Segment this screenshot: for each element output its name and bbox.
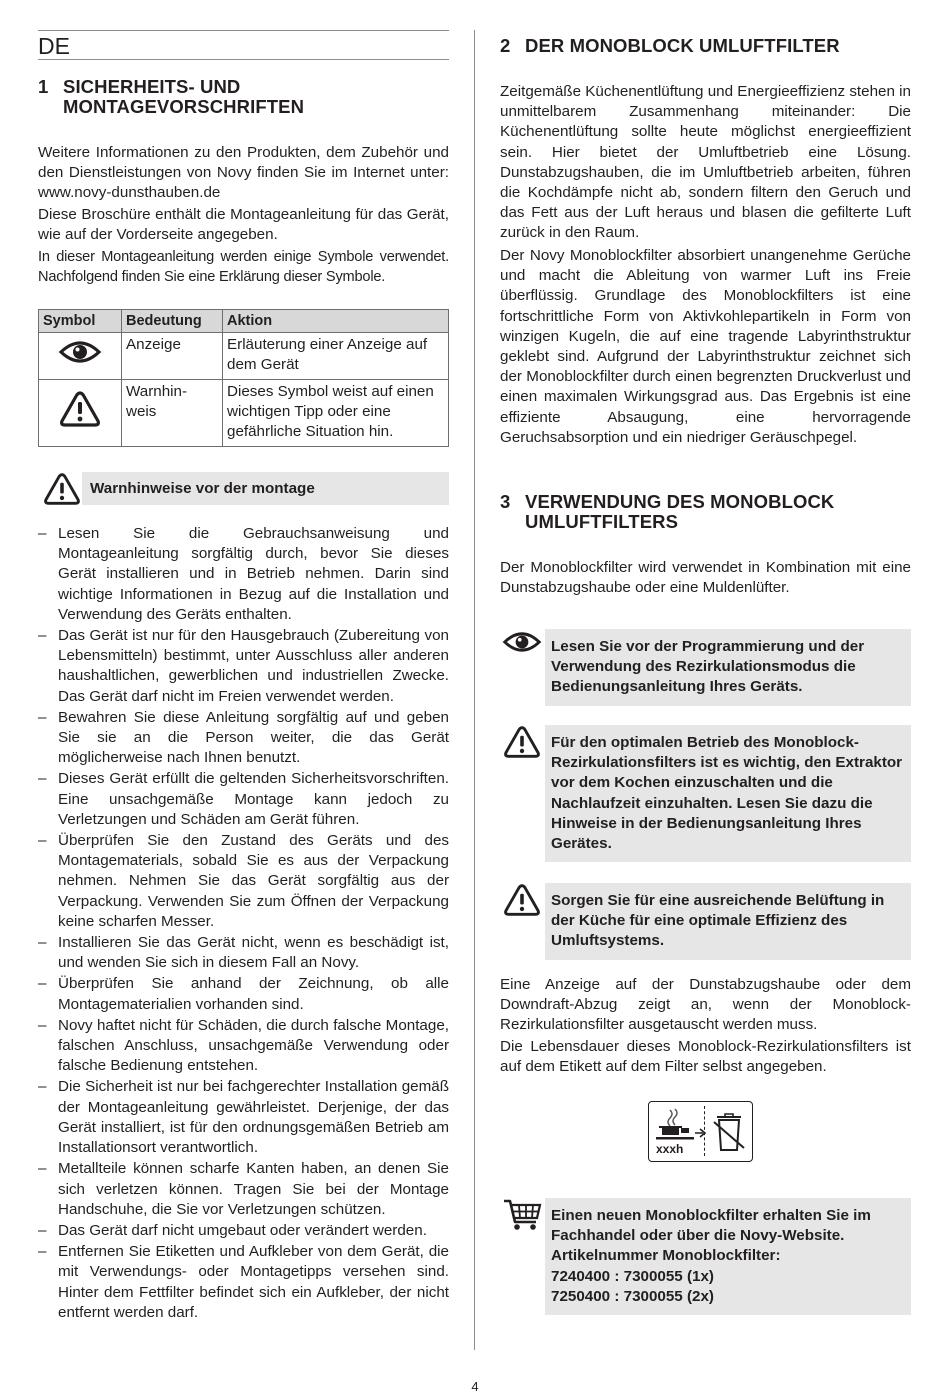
- section3-title-line1: VERWENDUNG DES MONOBLOCK: [525, 491, 835, 512]
- pot-steam-icon: [653, 1106, 697, 1146]
- table-row: [39, 380, 449, 447]
- action-cell: Erläuterung einer Anzeige auf dem Gerät: [223, 333, 449, 380]
- order-line: 7250400 : 7300055 (2x): [551, 1287, 714, 1305]
- note-order-text: [551, 1198, 911, 1315]
- symbol-table: [38, 309, 449, 447]
- meaning-text: Warnhin- weis: [126, 383, 188, 420]
- section1-heading: [38, 77, 304, 117]
- section2-p1: Zeitgemäße Küchenentlüftung und Energieeffizienz stehen in unmittelbarem Zusammenhang miteinander: Die Küchenentlüftung sollte heute möglichst energieeffizient sein. Hier bietet der Umluftbetrieb eine Lösung. Dunstabzugshauben, die im Umluftbetrieb arbeiten, führen die Kochdämpfe nicht ab, sondern filtern den Geruch und das Fett aus der Luft heraus und blasen die gefilterte Luft zurück in den Raum.: [500, 83, 911, 242]
- order-line: 7240400 : 7300055 (1x): [551, 1267, 714, 1285]
- list-item: – Die Sicherheit ist nur bei fachgerechter Installation gemäß der Montageanleitung gewährleistet. Derjenige, der das Gerät installiert, ist für den ordnungsgemäßen Betrieb am Installationsort verantwortlich.: [38, 1077, 449, 1158]
- list-item: – Das Gerät ist nur für den Hausgebrauch (Zubereitung von Lebensmitteln) bestimmt, unter Ausschluss aller anderen haushaltlichen, gewerblichen und industriellen Zwecke. Das Gerät darf nicht im Freien verwendet werden.: [38, 626, 449, 707]
- action-cell: Dieses Symbol weist auf einen wichtigen Tipp oder eine gefährliche Situation hin.: [223, 380, 449, 447]
- note-warning-1: [500, 725, 911, 862]
- safety-rules-list: [38, 524, 449, 1324]
- header-meaning: Bedeutung: [122, 310, 223, 333]
- list-item: – Überprüfen Sie anhand der Zeichnung, ob alle Montagematerialien vorhanden sind.: [38, 974, 449, 1014]
- header-action: Aktion: [223, 310, 449, 333]
- section3-number: 3: [500, 491, 511, 512]
- note-warning-2-text: Sorgen Sie für eine ausreichende Belüftung in der Küche für eine optimale Effizienz des Umluftsystems.: [551, 892, 885, 950]
- section1-intro-p2: Diese Broschüre enthält die Montageanleitung für das Gerät, wie auf der Vorderseite angegeben.: [38, 206, 449, 244]
- order-line: Artikelnummer Monoblockfilter:: [551, 1247, 781, 1265]
- list-item: – Metallteile können scharfe Kanten haben, an denen Sie sich verletzen können. Tragen Sie bei der Montage Handschuhe, die Sie vor Verletzungen schützen.: [38, 1159, 449, 1220]
- section1-number: 1: [38, 76, 49, 97]
- language-code: DE: [38, 33, 70, 59]
- note-warning-1-text: Für den optimalen Betrieb des Monoblock-Rezirkulationsfilters ist es wichtig, den Extraktor vor dem Kochen einzuschalten und die Nachlaufzeit einzuhalten. Lesen Sie dazu die Hinweise in der Bedienungsanleitung Ihres Gerätes.: [551, 734, 903, 853]
- symbol-table-header: [39, 310, 449, 333]
- list-item: – Bewahren Sie diese Anleitung sorgfältig auf und geben Sie sie an die Person weiter, die das Gerät möglicherweise nach Ihnen benutzt.: [38, 708, 449, 769]
- filter-lifetime-label: [648, 1101, 753, 1162]
- section3-heading: [500, 492, 834, 532]
- arrow-icon: [695, 1128, 707, 1138]
- order-line: Einen neuen Monoblockfilter erhalten Sie im Fachhandel oder über die Novy-Website.: [551, 1207, 871, 1245]
- warning-heading-bar: [38, 472, 449, 506]
- list-item: – Novy haftet nicht für Schäden, die durch falsche Montage, falschen Anschluss, unsachgemäße Verwendung oder falsche Bedienung entstehen.: [38, 1016, 449, 1077]
- meaning-cell: Anzeige: [122, 333, 223, 380]
- section3-p1: Der Monoblockfilter wird verwendet in Kombination mit eine Dunstabzugshaube oder eine Muldenlüfter.: [500, 559, 911, 597]
- recycle-bin-icon: [711, 1108, 747, 1154]
- section2-p2: Der Novy Monoblockfilter absorbiert unangenehme Gerüche und macht die Ableitung von warmer Luft ins Freie überflüssig. Grundlage des Monoblockfilters ist eine fortschrittliche Form von Aktivkohlepartikeln in Form von winzigen Kugeln, die auf eine tragende Labyrinthstruktur geklebt sind. Aufgrund der Labyrinthstruktur zeichnet sich der Monoblockfilter durch einen begrenzten Druckverlust und einen maximalen Wirkungsgrad aus. Das Ergebnis ist eine effiziente Absaugung, eine hervorragende Geruchsabsorption und ein niedriger Geräuschpegel.: [500, 247, 911, 446]
- section3-p2: Eine Anzeige auf der Dunstabzugshaube oder dem Downdraft-Abzug zeigt an, wenn der Monoblock-Rezirkulationsfilter ausgetauscht werden muss.: [500, 976, 911, 1034]
- section2-title: DER MONOBLOCK UMLUFTFILTER: [525, 35, 840, 56]
- symbol-cell: [39, 333, 122, 380]
- section3-title-line2: UMLUFTFILTERS: [525, 511, 679, 532]
- list-item: – Lesen Sie die Gebrauchsanweisung und Montageanleitung sorgfältig durch, bevor Sie dieses Gerät installieren und in Betrieb nehmen. Darin sind wichtige Informationen in Bezug auf die Installation und Verwendung des Geräts enthalten.: [38, 524, 449, 625]
- warning-icon: [502, 883, 542, 917]
- label-text: xxxh: [656, 1142, 684, 1156]
- section1-title-line2: MONTAGEVORSCHRIFTEN: [63, 96, 305, 117]
- section2-number: 2: [500, 35, 511, 56]
- header-rule-bottom: [38, 59, 449, 60]
- note-eye: [500, 629, 911, 706]
- page-number: 4: [471, 1379, 479, 1394]
- section1-intro-p1: Weitere Informationen zu den Produkten, dem Zubehör und den Dienstleistungen von Novy finden Sie im Internet unter: www.novy-dunsthauben.de: [38, 144, 449, 202]
- section1-intro-p3: In dieser Montageanleitung werden einige Symbole verwendet. Nachfolgend finden Sie eine Erklärung dieser Symbole.: [38, 249, 449, 286]
- list-item: – Das Gerät darf nicht umgebaut oder verändert werden.: [38, 1221, 449, 1241]
- section3-p3: Die Lebensdauer dieses Monoblock-Rezirkulationsfilters ist auf dem Etikett auf dem Filter selbst angegeben.: [500, 1038, 911, 1076]
- warning-heading-text: Warnhinweise vor der montage: [90, 480, 315, 497]
- list-item: – Installieren Sie das Gerät nicht, wenn es beschädigt ist, und wenden Sie sich in diesem Fall an Novy.: [38, 933, 449, 973]
- table-row: [39, 333, 449, 380]
- column-divider: [474, 30, 475, 1350]
- warning-icon: [59, 390, 101, 428]
- warning-icon: [502, 725, 542, 759]
- list-item: – Überprüfen Sie den Zustand des Geräts und des Montagematerials, sobald Sie es aus der Verpackung nehmen. Nehmen Sie das Gerät sorgfältig aus der Verpackung. Verwenden Sie zum Öffnen der Verpackung keine scharfen Messer.: [38, 831, 449, 932]
- note-order: [500, 1198, 911, 1315]
- shopping-cart-icon: [503, 1198, 543, 1232]
- warning-icon: [42, 472, 82, 506]
- meaning-cell: [122, 380, 223, 447]
- header-rule-top: [38, 30, 449, 31]
- section2-heading: [500, 36, 840, 56]
- header-symbol: Symbol: [39, 310, 122, 333]
- note-warning-2: [500, 883, 911, 960]
- list-item: – Entfernen Sie Etiketten und Aufkleber von dem Gerät, die mit Verwendungs- oder Montagetipps versehen sind. Hinter dem Fettfilter befindet sich ein Aufkleber, der nicht entfernt werden darf.: [38, 1242, 449, 1323]
- note-eye-text: Lesen Sie vor der Programmierung und der Verwendung des Rezirkulationsmodus die Bedienungsanleitung Ihres Geräts.: [551, 638, 865, 696]
- eye-icon: [502, 629, 542, 655]
- symbol-cell: [39, 380, 122, 447]
- section1-title-line1: SICHERHEITS- UND: [63, 76, 241, 97]
- eye-icon: [58, 338, 102, 366]
- list-item: – Dieses Gerät erfüllt die geltenden Sicherheitsvorschriften. Eine unsachgemäße Montage kann jedoch zu Verletzungen und Schäden am Gerät führen.: [38, 769, 449, 830]
